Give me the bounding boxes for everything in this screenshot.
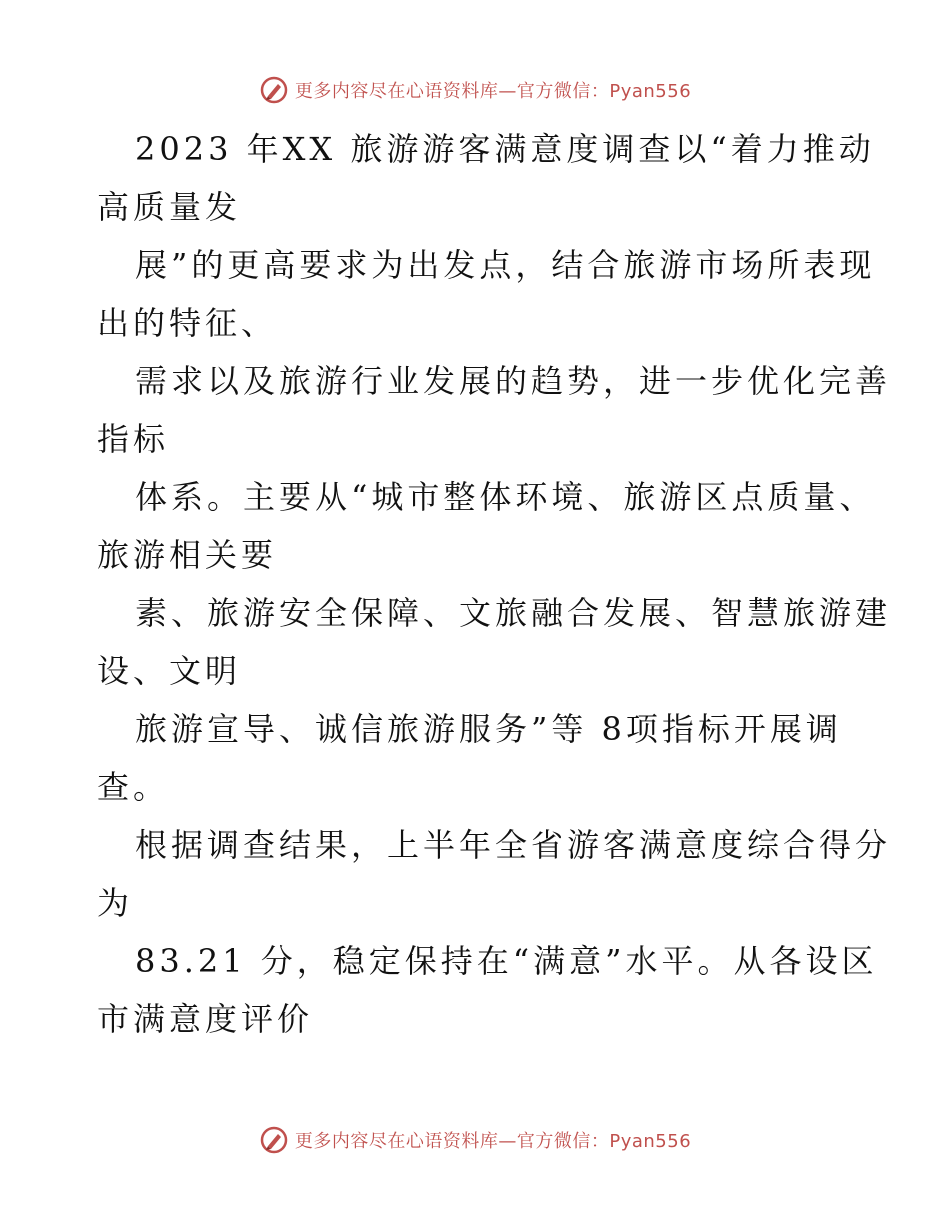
text-line: 指标 <box>97 420 170 458</box>
text-line: 2023 年XX 旅游游客满意度调查以“着力推动 <box>135 130 875 168</box>
watermark-text: 更多内容尽在心语资料库—官方微信：Pyan556 <box>294 1131 692 1152</box>
text-line: 高质量发 <box>97 188 242 226</box>
text-line: 为 <box>97 884 134 922</box>
text-line: 查。 <box>97 768 170 806</box>
text-line: 设、文明 <box>97 652 242 690</box>
text-line: 根据调查结果，上半年全省游客满意度综合得分 <box>135 826 892 864</box>
text-line: 83.21 分，稳定保持在“满意”水平。从各设区 <box>135 942 878 980</box>
header-watermark <box>0 72 950 108</box>
text-line: 素、旅游安全保障、文旅融合发展、智慧旅游建 <box>135 594 892 632</box>
text-line: 展”的更高要求为出发点，结合旅游市场所表现 <box>135 246 876 284</box>
text-line: 需求以及旅游行业发展的趋势，进一步优化完善 <box>135 362 892 400</box>
pen-logo-icon <box>259 1125 289 1155</box>
footer-watermark <box>0 1122 950 1158</box>
text-line: 旅游相关要 <box>97 536 278 574</box>
text-line: 出的特征、 <box>97 304 278 342</box>
pen-logo-icon <box>259 75 289 105</box>
document-body <box>97 120 892 1048</box>
text-line: 市满意度评价 <box>97 1000 314 1038</box>
text-line: 旅游宣导、诚信旅游服务”等 8项指标开展调 <box>135 710 842 748</box>
watermark-text: 更多内容尽在心语资料库—官方微信：Pyan556 <box>294 81 692 102</box>
text-line: 体系。主要从“城市整体环境、旅游区点质量、 <box>135 478 876 516</box>
